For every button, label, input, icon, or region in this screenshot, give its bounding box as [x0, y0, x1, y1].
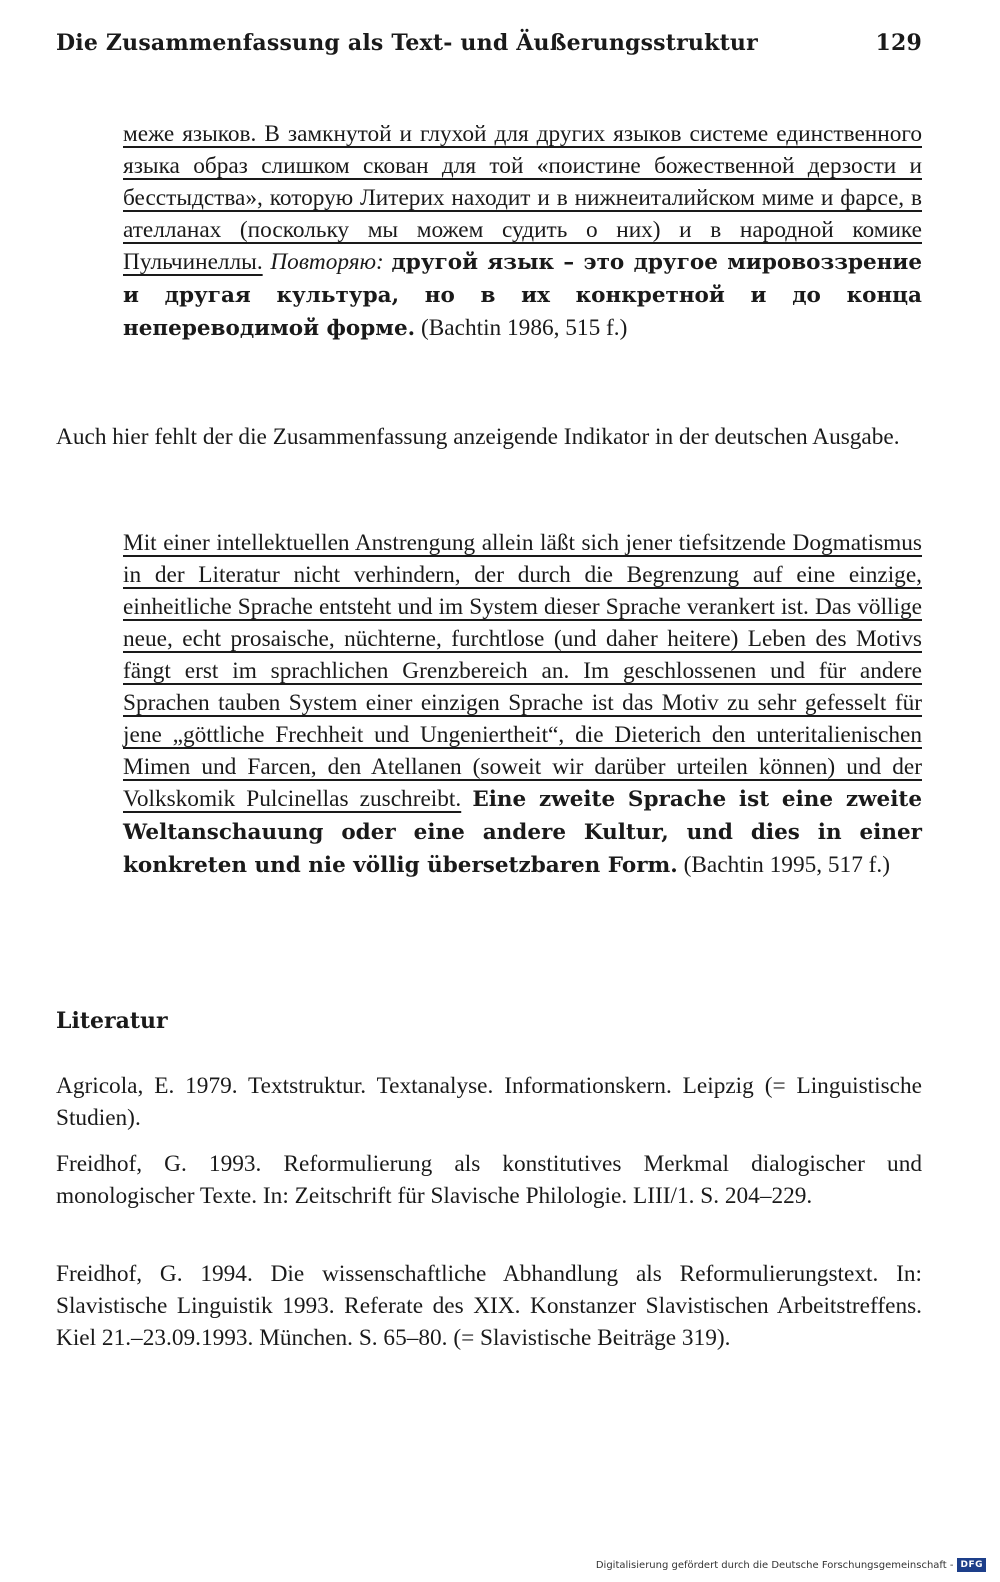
running-head-title: Die Zusammenfassung als Text- und Äußerungsstruktur: [56, 30, 758, 56]
page-number: 129: [875, 30, 922, 56]
reference-entry: Freidhof, G. 1993. Reformulierung als konstitutives Merkmal dialogischer und monologischer Texte. In: Zeitschrift für Slavische Philologie. LIII/1. S. 204–229.: [56, 1151, 922, 1209]
quote-bold-text: другой язык – это другое мировоззрение и другая культура, но в их конкретной и до конца непереводимой форме.: [123, 250, 923, 341]
quote-citation: (Bachtin 1986, 515 f.): [420, 315, 628, 341]
quote-citation: (Bachtin 1995, 517 f.): [683, 852, 891, 878]
quote-bold-text: Eine zweite Sprache ist eine zweite Weltanschauung oder eine andere Kultur, und dies in einer konkreten und nie völlig übersetzbaren Form.: [123, 787, 923, 878]
block-quote-german: [123, 527, 922, 882]
quote-underlined-text: Mit einer intellektuellen Anstrengung allein läßt sich jener tiefsitzende Dogmatismus in der Literatur nicht verhindern, der durch die Begrenzung auf eine einzige, einheitliche Sprache entsteht und im System dieser Sprache verankert ist. Das völlige neue, echt prosaische, nüchterne, furchtlose (und daher heitere) Leben des Motivs fängt erst im sprachlichen Grenzbereich an. Im geschlossenen und für andere Sprachen tauben System einer einzigen Sprache ist das Motiv zu sehr gefesselt für jene „göttliche Frechheit und Ungeniertheit“, die Dieterich den unteritalienischen Mimen und Farcen, den Atellanen (soweit wir darüber urteilen können) und der Volkskomik Pulcinellas zuschreibt.: [123, 530, 922, 812]
literature-heading: Literatur: [56, 1008, 168, 1034]
running-head: [56, 30, 922, 56]
block-quote-russian: [123, 118, 922, 345]
quote-italic-text: Повторяю:: [270, 249, 384, 275]
reference-entry: Freidhof, G. 1994. Die wissenschaftliche Abhandlung als Reformulierungstext. In: Slavistische Linguistik 1993. Referate des XIX. Konstanzer Slavistischen Arbeitstreffens. Kiel 21.–23.09.1993. München. S. 65–80. (= Slavistische Beiträge 319).: [56, 1261, 922, 1351]
reference-entry: Agricola, E. 1979. Textstruktur. Textanalyse. Informationskern. Leipzig (= Linguistische Studien).: [56, 1073, 922, 1131]
body-paragraph: Auch hier fehlt der die Zusammenfassung anzeigende Indikator in der deutschen Ausgabe.: [56, 424, 900, 450]
quote-underlined-text: меже языков. В замкнутой и глухой для других языков системе единственного языка образ слишком скован для той «поистине божественной дерзости и бесстыдства», которую Литерих находит и в нижнеиталийском миме и фарсе, в ателланах (поскольку мы можем судить о них) и в народной комике Пульчинеллы.: [123, 121, 922, 275]
digitization-footer: [596, 1558, 986, 1572]
dfg-logo: DFG: [957, 1558, 986, 1572]
footer-text: Digitalisierung gefördert durch die Deutsche Forschungsgemeinschaft -: [595, 1559, 954, 1571]
